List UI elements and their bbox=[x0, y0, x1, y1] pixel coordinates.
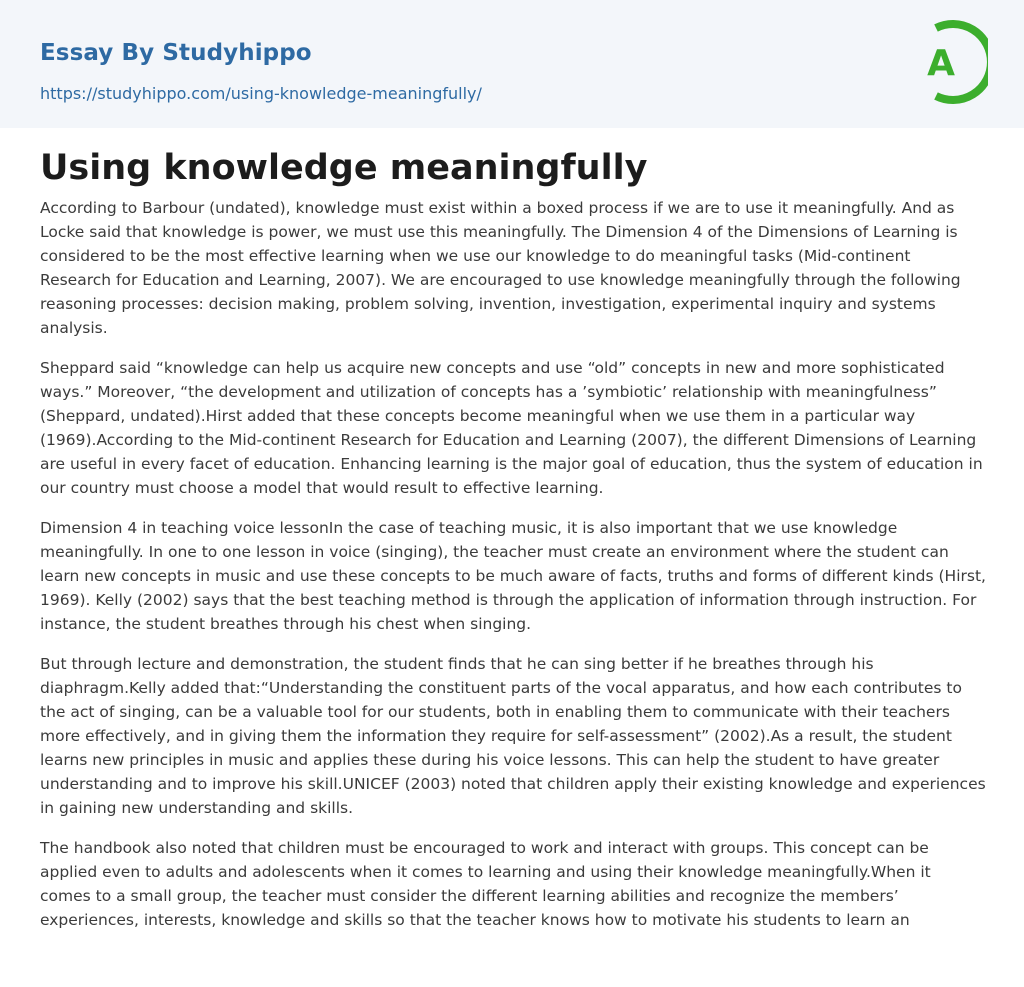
essay-paragraph: Sheppard said “knowledge can help us acquire new concepts and use “old” concepts in new and more sophisticated ways.” Moreover, “the development and utilization of concepts has a ’symbiotic’ relationship with meaningfulness” (Sheppard, undated).Hirst added that these concepts become meaningful when we use them in a particular way (1969).According to the Mid-continent Research for Education and Learning (2007), the different Dimensions of Learning are useful in every facet of education. Enhancing learning is the major goal of education, thus the system of education in our country must choose a model that would result to effective learning. bbox=[40, 359, 983, 497]
essay-url-link[interactable]: https://studyhippo.com/using-knowledge-meaningfully/ bbox=[40, 84, 482, 103]
essay-title: Using knowledge meaningfully bbox=[40, 148, 648, 188]
essay-paragraph: According to Barbour (undated), knowledge must exist within a boxed process if we are to use it meaningfully. And as Locke said that knowledge is power, we must use this meaningfully. The Dimension 4 of the Dimensions of Learning is considered to be the most effective learning when we use our knowledge to do meaningful tasks (Mid-continent Research for Education and Learning, 2007). We are encouraged to use knowledge meaningfully through the following reasoning processes: decision making, problem solving, invention, investigation, experimental inquiry and systems analysis. bbox=[40, 199, 961, 337]
studyhippo-logo-icon[interactable] bbox=[912, 18, 988, 106]
logo-letter: A bbox=[927, 43, 955, 84]
essay-content bbox=[40, 146, 986, 948]
site-header bbox=[0, 0, 1024, 128]
site-brand[interactable]: Essay By Studyhippo bbox=[40, 40, 312, 66]
essay-paragraph: But through lecture and demonstration, the student finds that he can sing better if he breathes through his diaphragm.Kelly added that:“Understanding the constituent parts of the vocal apparatus, and how each contributes to the act of singing, can be a valuable tool for our students, both in enabling them to communicate with their teachers more effectively, and in giving them the information they require for self-assessment” (2002).As a result, the student learns new principles in music and applies these during his voice lessons. This can help the student to have greater understanding and to improve his skill.UNICEF (2003) noted that children apply their existing knowledge and experiences in gaining new understanding and skills. bbox=[40, 655, 986, 817]
essay-paragraph: The handbook also noted that children must be encouraged to work and interact with groups. This concept can be applied even to adults and adolescents when it comes to learning and using their knowledge meaningfully.When it comes to a small group, the teacher must consider the different learning abilities and recognize the members’ experiences, interests, knowledge and skills so that the teacher knows how to motivate his students to learn an bbox=[40, 839, 931, 929]
essay-paragraph: Dimension 4 in teaching voice lessonIn the case of teaching music, it is also important that we use knowledge meaningfully. In one to one lesson in voice (singing), the teacher must create an environment where the student can learn new concepts in music and use these concepts to be much aware of facts, truths and forms of different kinds (Hirst, 1969). Kelly (2002) says that the best teaching method is through the application of information through instruction. For instance, the student breathes through his chest when singing. bbox=[40, 519, 986, 633]
